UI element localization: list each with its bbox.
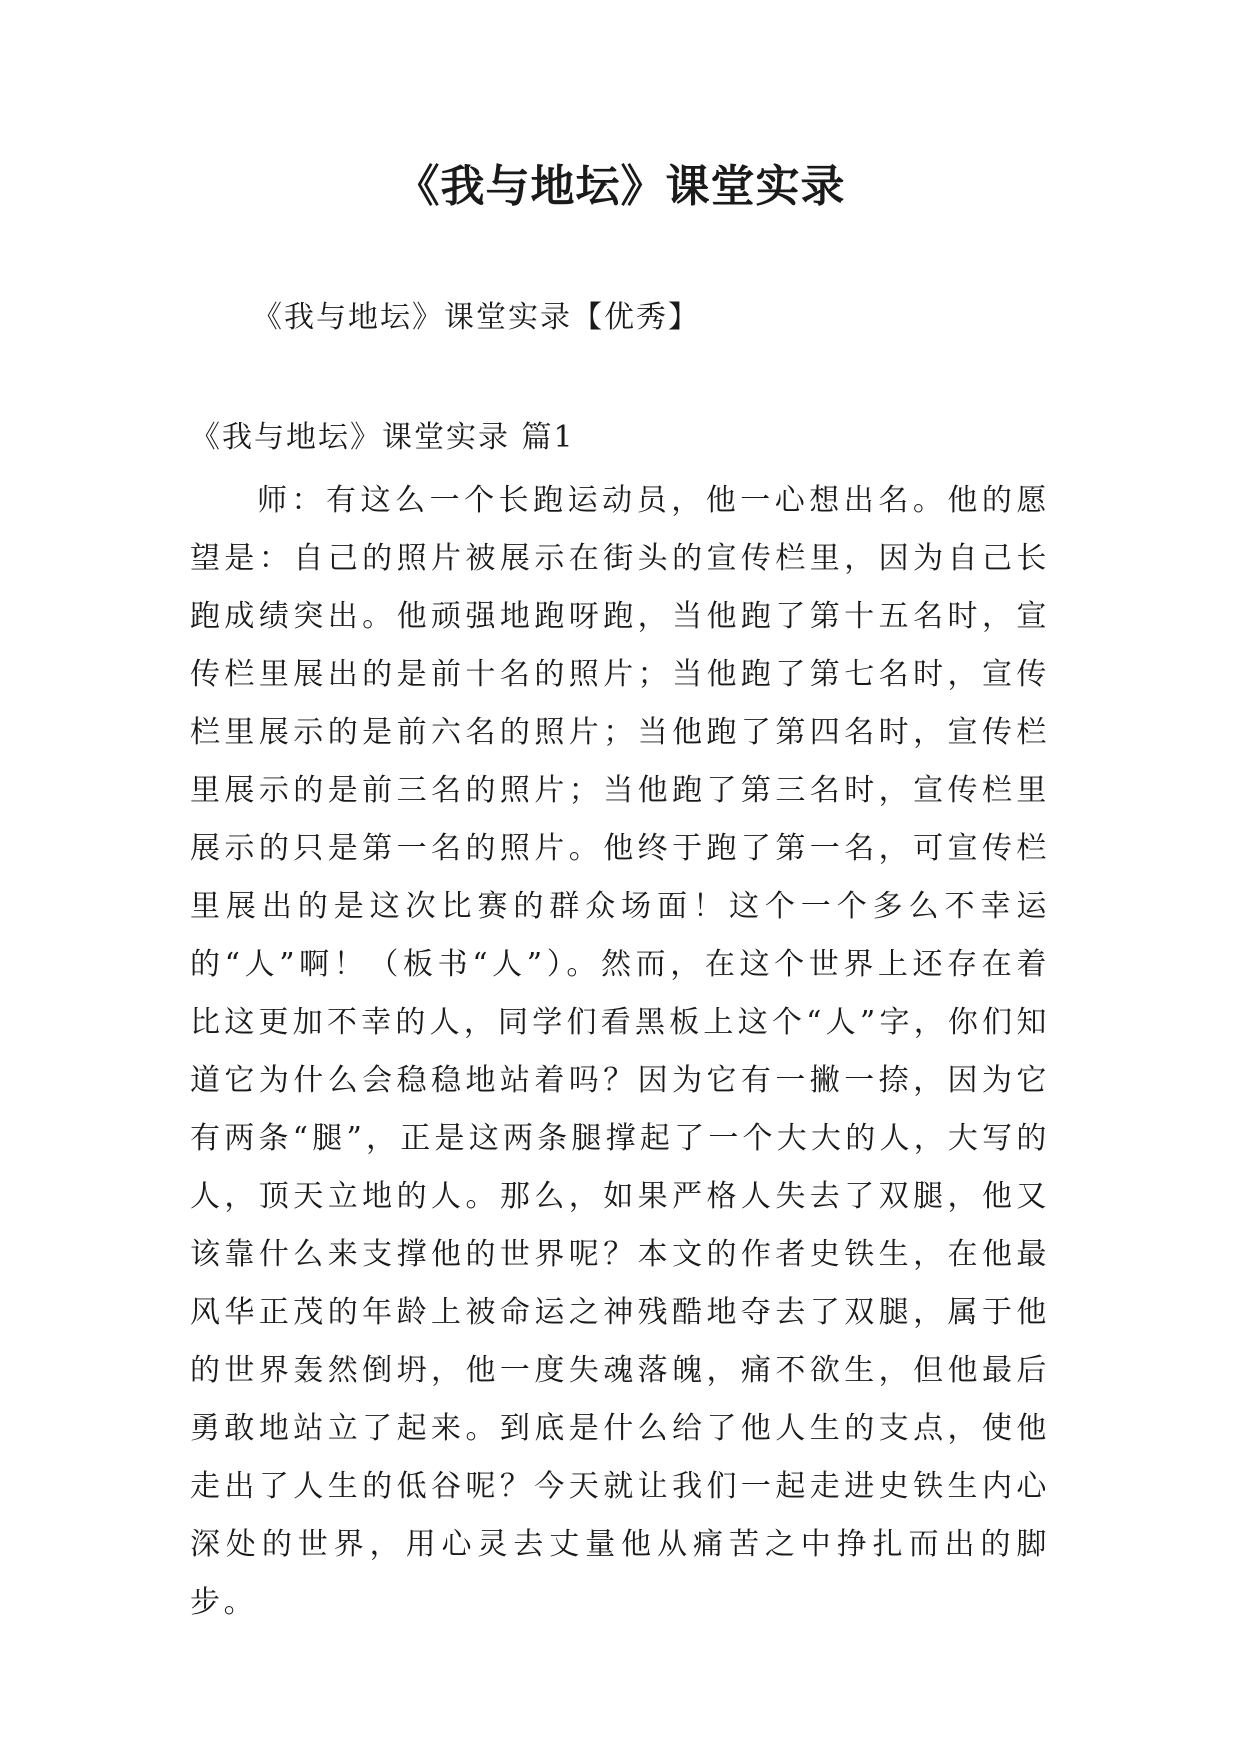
section-heading: 《我与地坛》课堂实录 篇1: [190, 420, 575, 455]
document-title: 《我与地坛》课堂实录: [395, 161, 846, 212]
document-subtitle: 《我与地坛》课堂实录【优秀】: [252, 300, 700, 335]
body-paragraph: 师：有这么一个长跑运动员，他一心想出名。他的愿望是：自己的照片被展示在街头的宣传栏里，因为自己长跑成绩突出。他顽强地跑呀跑，当他跑了第十五名时，宣传栏里展出的是前十名的照片；当他跑了第七名时，宣传栏里展示的是前六名的照片；当他跑了第四名时，宣传栏里展示的是前三名的照片；当他跑了第三名时，宣传栏里展示的只是第一名的照片。他终于跑了第一名，可宣传栏里展出的是这次比赛的群众场面！这个一个多么不幸运的“人”啊！（板书“人”）。然而，在这个世界上还存在着比这更加不幸的人，同学们看黑板上这个“人”字，你们知道它为什么会稳稳地站着吗？因为它有一撇一捺，因为它有两条“腿”，正是这两条腿撑起了一个大大的人，大写的人，顶天立地的人。那么，如果严格人失去了双腿，他又该靠什么来支撑他的世界呢？本文的作者史铁生，在他最风华正茂的年龄上被命运之神残酷地夺去了双腿，属于他的世界轰然倒坍，他一度失魂落魄，痛不欲生，但他最后勇敢地站立了起来。到底是什么给了他人生的支点，使他走出了人生的低谷呢？今天就让我们一起走进史铁生内心深处的世界，用心灵去丈量他从痛苦之中挣扎而出的脚步。: [190, 483, 1050, 1620]
